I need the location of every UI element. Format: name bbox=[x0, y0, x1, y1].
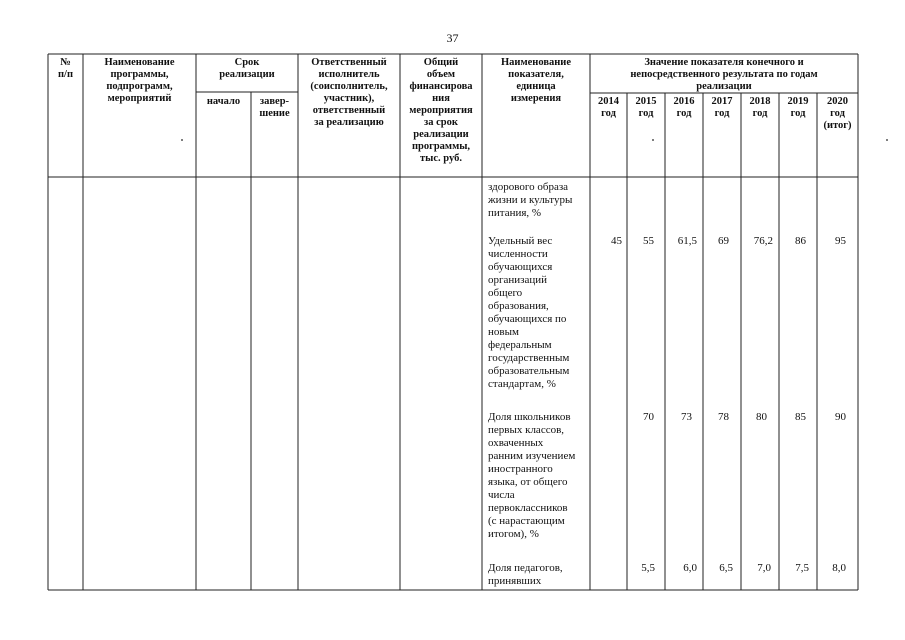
indicator-name: Доля педагогов, принявших bbox=[488, 562, 563, 587]
value-cell: 90 bbox=[835, 411, 846, 423]
scan-speck bbox=[652, 139, 654, 141]
value-cell: 61,5 bbox=[677, 235, 697, 247]
header-year-2017: 2017 год bbox=[711, 96, 733, 119]
header-year-2020: 2020 год (итог) bbox=[823, 96, 852, 131]
header-term: Срок реализации bbox=[219, 57, 275, 80]
header-values: Значение показателя конечного и непосредственного результата по годам реализации bbox=[630, 57, 818, 92]
indicator-name: Удельный вес численности обучающихся организаций общего образования, обучающихся по новым федеральным государственным образовательным стандартам, % bbox=[488, 235, 570, 390]
value-cell: 6,0 bbox=[683, 562, 697, 574]
value-cell: 8,0 bbox=[832, 562, 846, 574]
scan-speck bbox=[886, 139, 888, 141]
value-cell: 78 bbox=[718, 411, 729, 423]
header-responsible: Ответственный исполнитель (соисполнитель, участник), ответственный за реализацию bbox=[310, 57, 388, 128]
header-year-2015: 2015 год bbox=[635, 96, 657, 119]
header-number: № п/п bbox=[57, 57, 74, 80]
header-term-start: начало bbox=[206, 96, 241, 107]
page-number: 37 bbox=[446, 31, 459, 45]
value-cell: 73 bbox=[681, 411, 692, 423]
value-cell: 86 bbox=[795, 235, 806, 247]
value-cell: 6,5 bbox=[719, 562, 733, 574]
value-cell: 85 bbox=[795, 411, 806, 423]
value-cell: 80 bbox=[756, 411, 767, 423]
header-indicator: Наименование показателя, единица измерения bbox=[501, 57, 571, 104]
header-year-2016: 2016 год bbox=[673, 96, 695, 119]
header-year-2014: 2014 год bbox=[598, 96, 619, 119]
value-cell: 95 bbox=[835, 235, 846, 247]
header-term-end: завер- шение bbox=[259, 96, 290, 119]
value-cell: 76,2 bbox=[753, 235, 773, 247]
indicator-name: Доля школьников первых классов, охваченных ранним изучением иностранного языка, от общего числа первоклассников (с нарастающим итогом), % bbox=[488, 411, 576, 540]
value-cell: 70 bbox=[643, 411, 654, 423]
scan-speck bbox=[181, 139, 183, 141]
header-year-2018: 2018 год bbox=[749, 96, 771, 119]
value-cell: 7,5 bbox=[795, 562, 809, 574]
indicator-name: здорового образа жизни и культуры питания, % bbox=[488, 181, 573, 219]
header-year-2019: 2019 год bbox=[787, 96, 809, 119]
value-cell: 55 bbox=[643, 235, 654, 247]
value-cell: 45 bbox=[611, 235, 622, 247]
header-financing: Общий объем финансирова ния мероприятия за срок реализации программы, тыс. руб. bbox=[409, 57, 473, 164]
header-program-name: Наименование программы, подпрограмм, мероприятий bbox=[104, 57, 175, 104]
value-cell: 7,0 bbox=[757, 562, 771, 574]
value-cell: 5,5 bbox=[641, 562, 655, 574]
value-cell: 69 bbox=[718, 235, 729, 247]
